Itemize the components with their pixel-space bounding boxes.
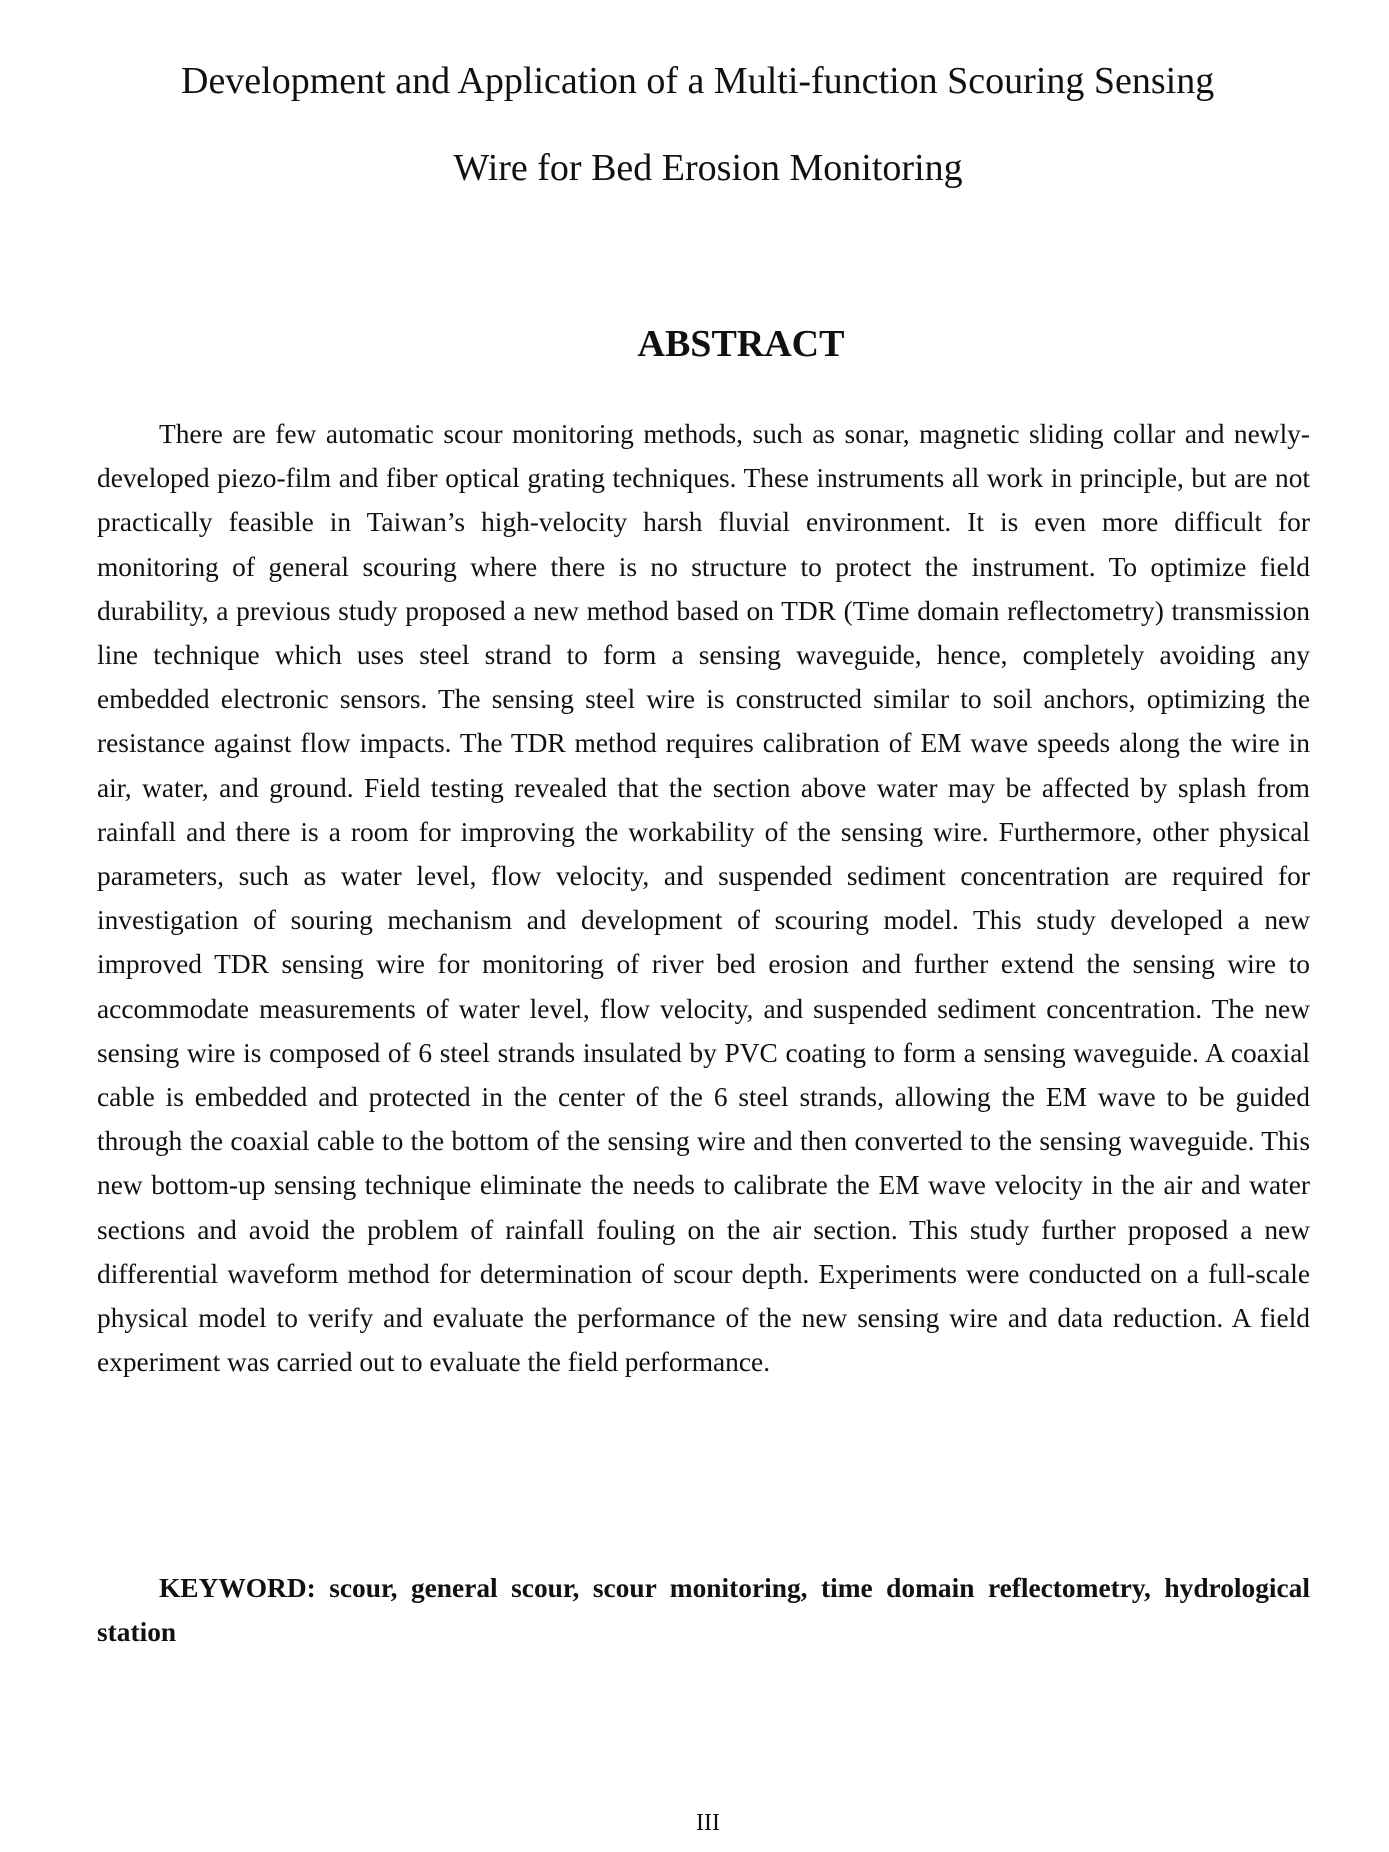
paper-title-line-2: Wire for Bed Erosion Monitoring	[453, 147, 963, 189]
abstract-paragraph: There are few automatic scour monitoring methods, such as sonar, magnetic sliding collar and newly-developed piezo-film and fiber optical grating techniques. These instruments all work in principle, but are not practically feasible in Taiwan’s high-velocity harsh fluvial environment. It is even more difficult for monitoring of general scouring where there is no structure to protect the instrument. To optimize field durability, a previous study proposed a new method based on TDR (Time domain reflectometry) transmission line technique which uses steel strand to form a sensing waveguide, hence, completely avoiding any embedded electronic sensors. The sensing steel wire is constructed similar to soil anchors, optimizing the resistance against flow impacts. The TDR method requires calibration of EM wave speeds along the wire in air, water, and ground. Field testing revealed that the section above water may be affected by splash from rainfall and there is a room for improving the workability of the sensing wire. Furthermore, other physical parameters, such as water level, flow velocity, and suspended sediment concentration are required for investigation of souring mechanism and development of scouring model. This study developed a new improved TDR sensing wire for monitoring of river bed erosion and further extend the sensing wire to accommodate measurements of water level, flow velocity, and suspended sediment concentration. The new sensing wire is composed of 6 steel strands insulated by PVC coating to form a sensing waveguide. A coaxial cable is embedded and protected in the center of the 6 steel strands, allowing the EM wave to be guided through the coaxial cable to the bottom of the sensing wire and then converted to the sensing waveguide. This new bottom-up sensing technique eliminate the needs to calibrate the EM wave velocity in the air and water sections and avoid the problem of rainfall fouling on the air section. This study further proposed a new differential waveform method for determination of scour depth. Experiments were conducted on a full-scale physical model to verify and evaluate the performance of the new sensing wire and data reduction. A field experiment was carried out to evaluate the field performance.	[97, 419, 1310, 1378]
keywords-line: KEYWORD: scour, general scour, scour monitoring, time domain reflectometry, hydrological station	[97, 1573, 1310, 1647]
abstract-heading: ABSTRACT	[637, 323, 845, 365]
paper-title-line-1: Development and Application of a Multi-function Scouring Sensing	[181, 60, 1215, 102]
page-number: III	[696, 1810, 720, 1836]
